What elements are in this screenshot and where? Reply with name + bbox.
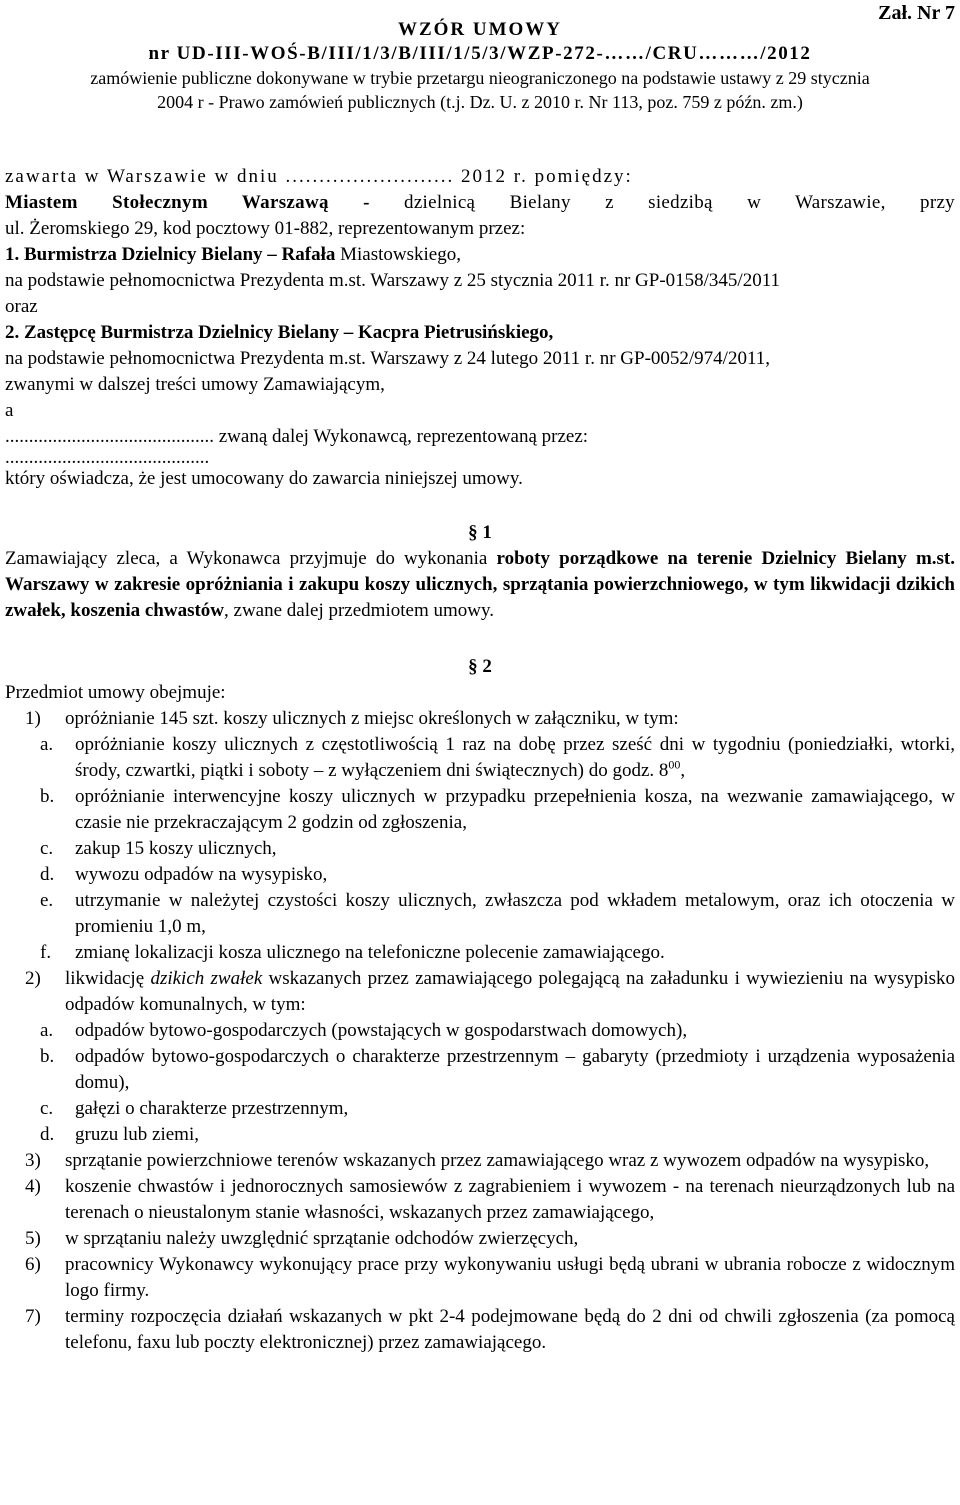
city-line — [5, 190, 955, 216]
subitem-text-main: opróżnianie koszy ulicznych z częstotliwością 1 raz na dobę przez sześć dni w tygodniu (poniedziałki, wtorki, środy, czwartki, piątki i soboty – z wyłączeniem dni świątecznych) do godz. 8 — [75, 734, 955, 781]
subitem-text — [75, 732, 955, 784]
scope-sublist-1 — [40, 732, 955, 966]
scope-item-text-pre: likwidację — [65, 968, 151, 989]
scope-list — [5, 706, 955, 1356]
section-1-heading: § 1 — [468, 522, 492, 543]
representative-1-basis: na podstawie pełnomocnictwa Prezydenta m.st. Warszawy z 25 stycznia 2011 r. nr GP-0158/345/2011 — [5, 270, 781, 291]
subitem-letter: b. — [40, 786, 55, 807]
subitem-text: gruzu lub ziemi, — [75, 1124, 199, 1145]
section-2-heading: § 2 — [468, 656, 492, 677]
scope-item-7 — [5, 1304, 955, 1356]
representative-2-basis: na podstawie pełnomocnictwa Prezydenta m.st. Warszawy z 24 lutego 2011 r. nr GP-0052/974/2011, — [5, 348, 771, 369]
section-1-text-end: , zwane dalej przedmiotem umowy. — [224, 600, 494, 621]
scope-subitem — [40, 940, 955, 966]
scope-item-text: opróżnianie 145 szt. koszy ulicznych z miejsc określonych w załączniku, w tym: — [65, 708, 679, 729]
subitem-letter: e. — [40, 890, 54, 911]
subitem-letter: d. — [40, 1124, 55, 1145]
scope-item-number: 4) — [25, 1176, 41, 1197]
scope-item-number: 1) — [25, 708, 41, 729]
scope-item-text-post: wskazanych przez zamawiającego polegającą na załadunku i wywiezieniu na wysypisko odpadów komunalnych, w tym: — [65, 968, 956, 1015]
subitem-text: gałęzi o charakterze przestrzennym, — [75, 1098, 349, 1119]
contract-title: WZÓR UMOWY — [397, 19, 563, 40]
scope-subitem — [40, 1096, 955, 1122]
subitem-letter: b. — [40, 1046, 55, 1067]
city-district: dzielnicą Bielany z siedzibą w Warszawie, — [404, 192, 886, 213]
scope-item-number: 6) — [25, 1254, 41, 1275]
scope-item-number: 2) — [25, 968, 41, 989]
concluded-line: zawarta w Warszawie w dniu ......................... 2012 r. pomiędzy: — [5, 166, 633, 187]
subitem-text: odpadów bytowo-gospodarczych o charakterze przestrzennym – gabaryty (przedmioty i urządzenia wyposażenia domu), — [75, 1046, 955, 1093]
hour-superscript: 00 — [668, 757, 681, 772]
scope-subitem — [40, 836, 955, 862]
subitem-text-after: , — [680, 760, 686, 781]
contract-description-2: 2004 r - Prawo zamówień publicznych (t.j. Dz. U. z 2010 r. Nr 113, poz. 759 z późn. zm.) — [157, 92, 803, 112]
scope-item-text — [65, 966, 955, 1018]
city-name: Miastem Stołecznym Warszawą - — [5, 192, 370, 213]
scope-item-3 — [5, 1148, 955, 1174]
and-2: a — [5, 400, 14, 421]
and-1: oraz — [5, 296, 38, 317]
subitem-letter: f. — [40, 942, 52, 963]
scope-item-number: 3) — [25, 1150, 41, 1171]
scope-item-text: terminy rozpoczęcia działań wskazanych w pkt 2-4 podejmowane będą do 2 dni od chwili zgłoszenia (za pomocą telefonu, faxu lub poczty elektronicznej) przez zamawiającego. — [65, 1306, 955, 1353]
subitem-text: opróżnianie interwencyjne koszy ulicznych w przypadku przepełnienia kosza, na wezwanie zamawiającego, w czasie nie przekraczającym 2 godzin od zgłoszenia, — [75, 786, 955, 833]
declaration-line: który oświadcza, że jest umocowany do zawarcia niniejszej umowy. — [5, 468, 523, 489]
city-przy: przy — [920, 192, 955, 213]
subitem-text: odpadów bytowo-gospodarczych (powstających w gospodarstwach domowych), — [75, 1020, 688, 1041]
scope-item-number: 5) — [25, 1228, 41, 1249]
contract-number: nr UD-III-WOŚ-B/III/1/3/B/III/1/5/3/WZP-272-……/CRU………/2012 — [148, 43, 812, 64]
representative-1-surname: Miastowskiego, — [340, 244, 461, 265]
scope-item-text: koszenie chwastów i jednorocznych samosiewów z zagrabieniem i wywozem - na terenach nieurządzonych lub na terenach o nieustalonym stanie własności, wskazanych przez zamawiającego, — [65, 1176, 955, 1223]
scope-subitem — [40, 784, 955, 836]
scope-item-6 — [5, 1252, 955, 1304]
scope-subitem — [40, 862, 955, 888]
contractor-line: ............................................ zwaną dalej Wykonawcą, reprezentowaną przez: — [5, 426, 589, 447]
scope-subitem — [40, 888, 955, 940]
scope-subitem — [40, 1122, 955, 1148]
scope-subitem — [40, 1044, 955, 1096]
subitem-text: wywozu odpadów na wysypisko, — [75, 864, 328, 885]
scope-item-1 — [5, 706, 955, 966]
subitem-text: zmianę lokalizacji kosza ulicznego na telefoniczne polecenie zamawiającego. — [75, 942, 665, 963]
representative-1-name: 1. Burmistrza Dzielnicy Bielany – Rafała — [5, 244, 336, 265]
section-1-text-bold: roboty porządkowe na terenie Dzielnicy Bielany m.st. Warszawy w zakresie opróżniania i zakupu koszy ulicznych, sprzątania powierzchniowego, w tym likwidacji dzikich zwałek, koszenia chwastów — [5, 548, 955, 621]
representative-2: 2. Zastępcę Burmistrza Dzielnicy Bielany – Kacpra Pietrusińskiego, — [5, 322, 554, 343]
subitem-letter: c. — [40, 1098, 54, 1119]
scope-item-4 — [5, 1174, 955, 1226]
subitem-text: utrzymanie w należytej czystości koszy ulicznych, zwłaszcza pod wkładem metalowym, oraz ich otoczenia w promieniu 1,0 m, — [75, 890, 955, 937]
called-clause: zwanymi w dalszej treści umowy Zamawiającym, — [5, 374, 385, 395]
section-1-text-start: Zamawiający zleca, a Wykonawca przyjmuje do wykonania — [5, 548, 497, 569]
subitem-letter: c. — [40, 838, 54, 859]
annex-label: Zał. Nr 7 — [878, 2, 955, 24]
scope-item-5 — [5, 1226, 955, 1252]
scope-item-text: pracownicy Wykonawcy wykonujący prace przy wykonywaniu usługi będą ubrani w ubrania robocze z widocznym logo firmy. — [65, 1254, 955, 1301]
scope-item-text: w sprzątaniu należy uwzględnić sprzątanie odchodów zwierzęcych, — [65, 1228, 579, 1249]
section-1-text — [5, 546, 955, 624]
scope-item-number: 7) — [25, 1306, 41, 1327]
document-page — [5, 0, 955, 1356]
subitem-letter: d. — [40, 864, 55, 885]
city-address: ul. Żeromskiego 29, kod pocztowy 01-882, reprezentowanym przez: — [5, 218, 526, 239]
contract-description-1: zamówienie publiczne dokonywane w trybie przetargu nieograniczonego na podstawie ustawy z 29 stycznia — [90, 68, 870, 88]
scope-subitem — [40, 1018, 955, 1044]
representative-dots: ........................................... — [5, 447, 210, 468]
scope-item-text-italic: dzikich zwałek — [150, 968, 263, 989]
section-2-intro: Przedmiot umowy obejmuje: — [5, 682, 226, 703]
subitem-letter: a. — [40, 734, 54, 755]
scope-item-text: sprzątanie powierzchniowe terenów wskazanych przez zamawiającego wraz z wywozem odpadów na wysypisko, — [65, 1150, 930, 1171]
scope-subitem — [40, 732, 955, 784]
scope-sublist-2 — [40, 1018, 955, 1148]
subitem-letter: a. — [40, 1020, 54, 1041]
subitem-text: zakup 15 koszy ulicznych, — [75, 838, 277, 859]
representative-1 — [5, 242, 955, 268]
scope-item-2 — [5, 966, 955, 1148]
